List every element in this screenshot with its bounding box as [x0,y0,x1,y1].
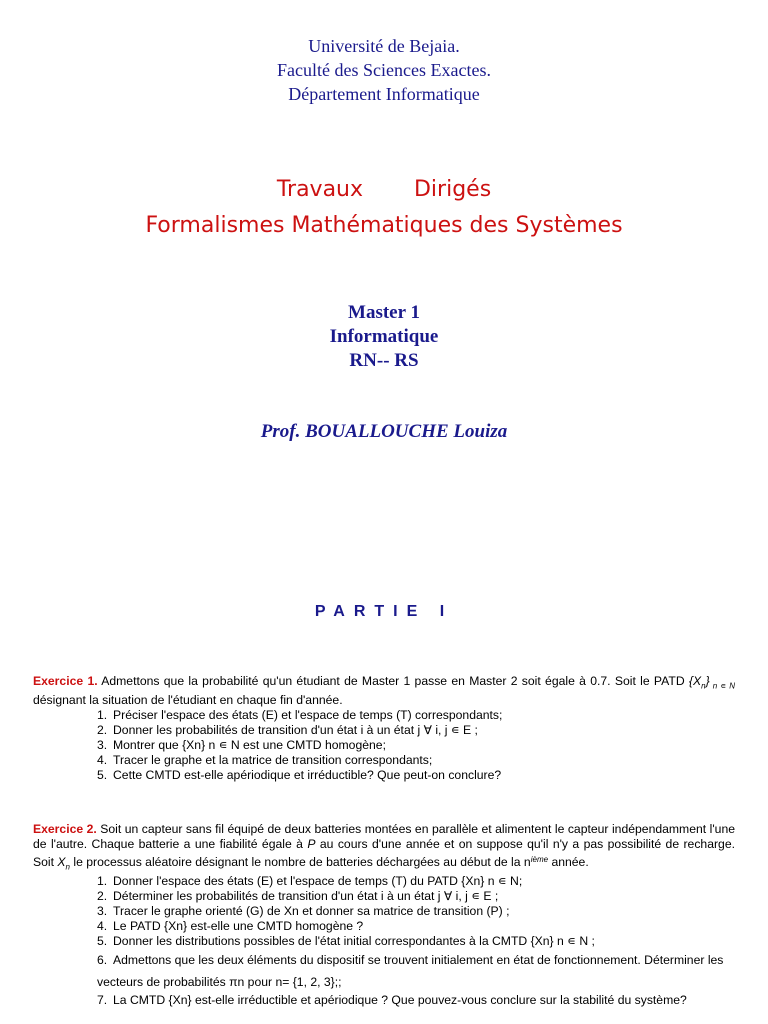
list-item [97,874,735,889]
exercise-1-intro [33,674,735,708]
list-item [97,949,735,993]
exercise-1-questions [97,708,735,783]
item-number: 3. [97,738,108,753]
question-text: Admettons que les deux éléments du dispositif se trouvent initialement en état de fonctionnement. Déterminer les vecteurs de probabilités πn pour n= {1, 2, 3};; [97,953,724,990]
item-number: 1. [97,874,108,889]
list-item [97,738,735,753]
question-text: La CMTD {Xn} est-elle irréductible et apériodique ? Que pouvez-vous conclure sur la stabilité du système? [113,993,687,1008]
title-line-2: Formalismes Mathématiques des Systèmes [145,213,623,238]
list-item [97,993,735,1008]
math-sub: n [701,681,706,691]
program-track: RN-- RS [349,350,419,371]
list-item [97,723,735,738]
question-text: Donner les distributions possibles de l'état initial correspondantes à la CMTD {Xn} n ∊ N ; [113,934,595,949]
question-text: Montrer que {Xn} n ∊ N est une CMTD homogène; [113,738,386,753]
exercise-2-intro-text-c: le processus aléatoire désignant le nombre de batteries déchargées au début de la n [69,855,531,869]
exercise-2-p: P [307,837,316,851]
document-title [0,172,768,244]
exercise-1-index: n ∊ N [709,681,735,691]
question-text: Préciser l'espace des états (E) et l'espace de temps (T) correspondants; [113,708,503,723]
exercise-2-intro-text-d: année. [548,855,589,869]
item-number: 7. [97,993,108,1008]
exercise-1-intro-text-a: Admettons que la probabilité qu'un étudiant de Master 1 passe en Master 2 soit égale à 0.7. Soit le PATD [97,674,689,688]
item-number: 4. [97,919,108,934]
question-text: Donner les probabilités de transition d'un état i à un état j ∀ i, j ∊ E ; [113,723,478,738]
item-number: 5. [97,934,108,949]
question-text: Cette CMTD est-elle apériodique et irréductible? Que peut-on conclure? [113,768,502,783]
professor-name: Prof. BOUALLOUCHE Louiza [260,421,508,442]
exercise-2-questions [97,874,735,1008]
question-text: Tracer le graphe orienté (G) de Xn et donner sa matrice de transition (P) ; [113,904,510,919]
section-heading: PARTIE I [314,603,454,620]
title-line-1: Travaux Dirigés [276,177,492,202]
list-item [97,904,735,919]
exercise-2 [33,822,735,1008]
question-text: Tracer le graphe et la matrice de transition correspondants; [113,753,433,768]
item-number: 2. [97,889,108,904]
exercise-1-intro-text-b: désignant la situation de l'étudiant en chaque fin d'année. [33,693,343,708]
list-item [97,768,735,783]
exercise-2-x: X [57,855,66,869]
department-name: Département Informatique [288,84,480,104]
exercise-2-x-sub: n [65,862,70,872]
list-item [97,934,735,949]
item-number: 2. [97,723,108,738]
item-number: 3. [97,904,108,919]
math-open: {X [688,674,702,688]
exercise-2-intro [33,822,735,874]
program-field: Informatique [329,326,439,347]
math-close: } [705,674,710,688]
list-item [97,753,735,768]
exercise-2-sup: ième [530,855,549,864]
item-number: 1. [97,708,108,723]
exercise-1-label: Exercice 1. [33,674,98,688]
list-item [97,919,735,934]
exercise-1 [33,674,735,783]
question-text: Donner l'espace des états (E) et l'espace de temps (T) du PATD {Xn} n ∊ N; [113,874,523,889]
exercise-1-math [688,674,710,691]
item-number: 5. [97,768,108,783]
institution-header [0,34,768,106]
item-number: 6. [97,953,108,968]
university-name: Université de Bejaia. [308,36,460,56]
exercise-2-intro-text-a: Soit un capteur sans fil équipé de deux batteries montées en parallèle et alimentent le capteur indépendamment l'une de l'autre. Chaque batterie a une fiabilité égale à [33,822,735,851]
question-text: Déterminer les probabilités de transition d'un état i à un état j ∀ i, j ∊ E ; [113,889,499,904]
list-item [97,708,735,723]
exercise-2-label: Exercice 2. [33,822,97,836]
list-item [97,889,735,904]
exercise-2-intro-text-b: au cours d'une année et on suppose qu'il n'y a pas possibilité de recharge. Soit [33,837,735,869]
program-info [0,301,768,373]
question-text: Le PATD {Xn} est-elle une CMTD homogène ? [113,919,364,934]
program-level: Master 1 [348,302,420,323]
faculty-name: Faculté des Sciences Exactes. [277,60,491,80]
item-number: 4. [97,753,108,768]
